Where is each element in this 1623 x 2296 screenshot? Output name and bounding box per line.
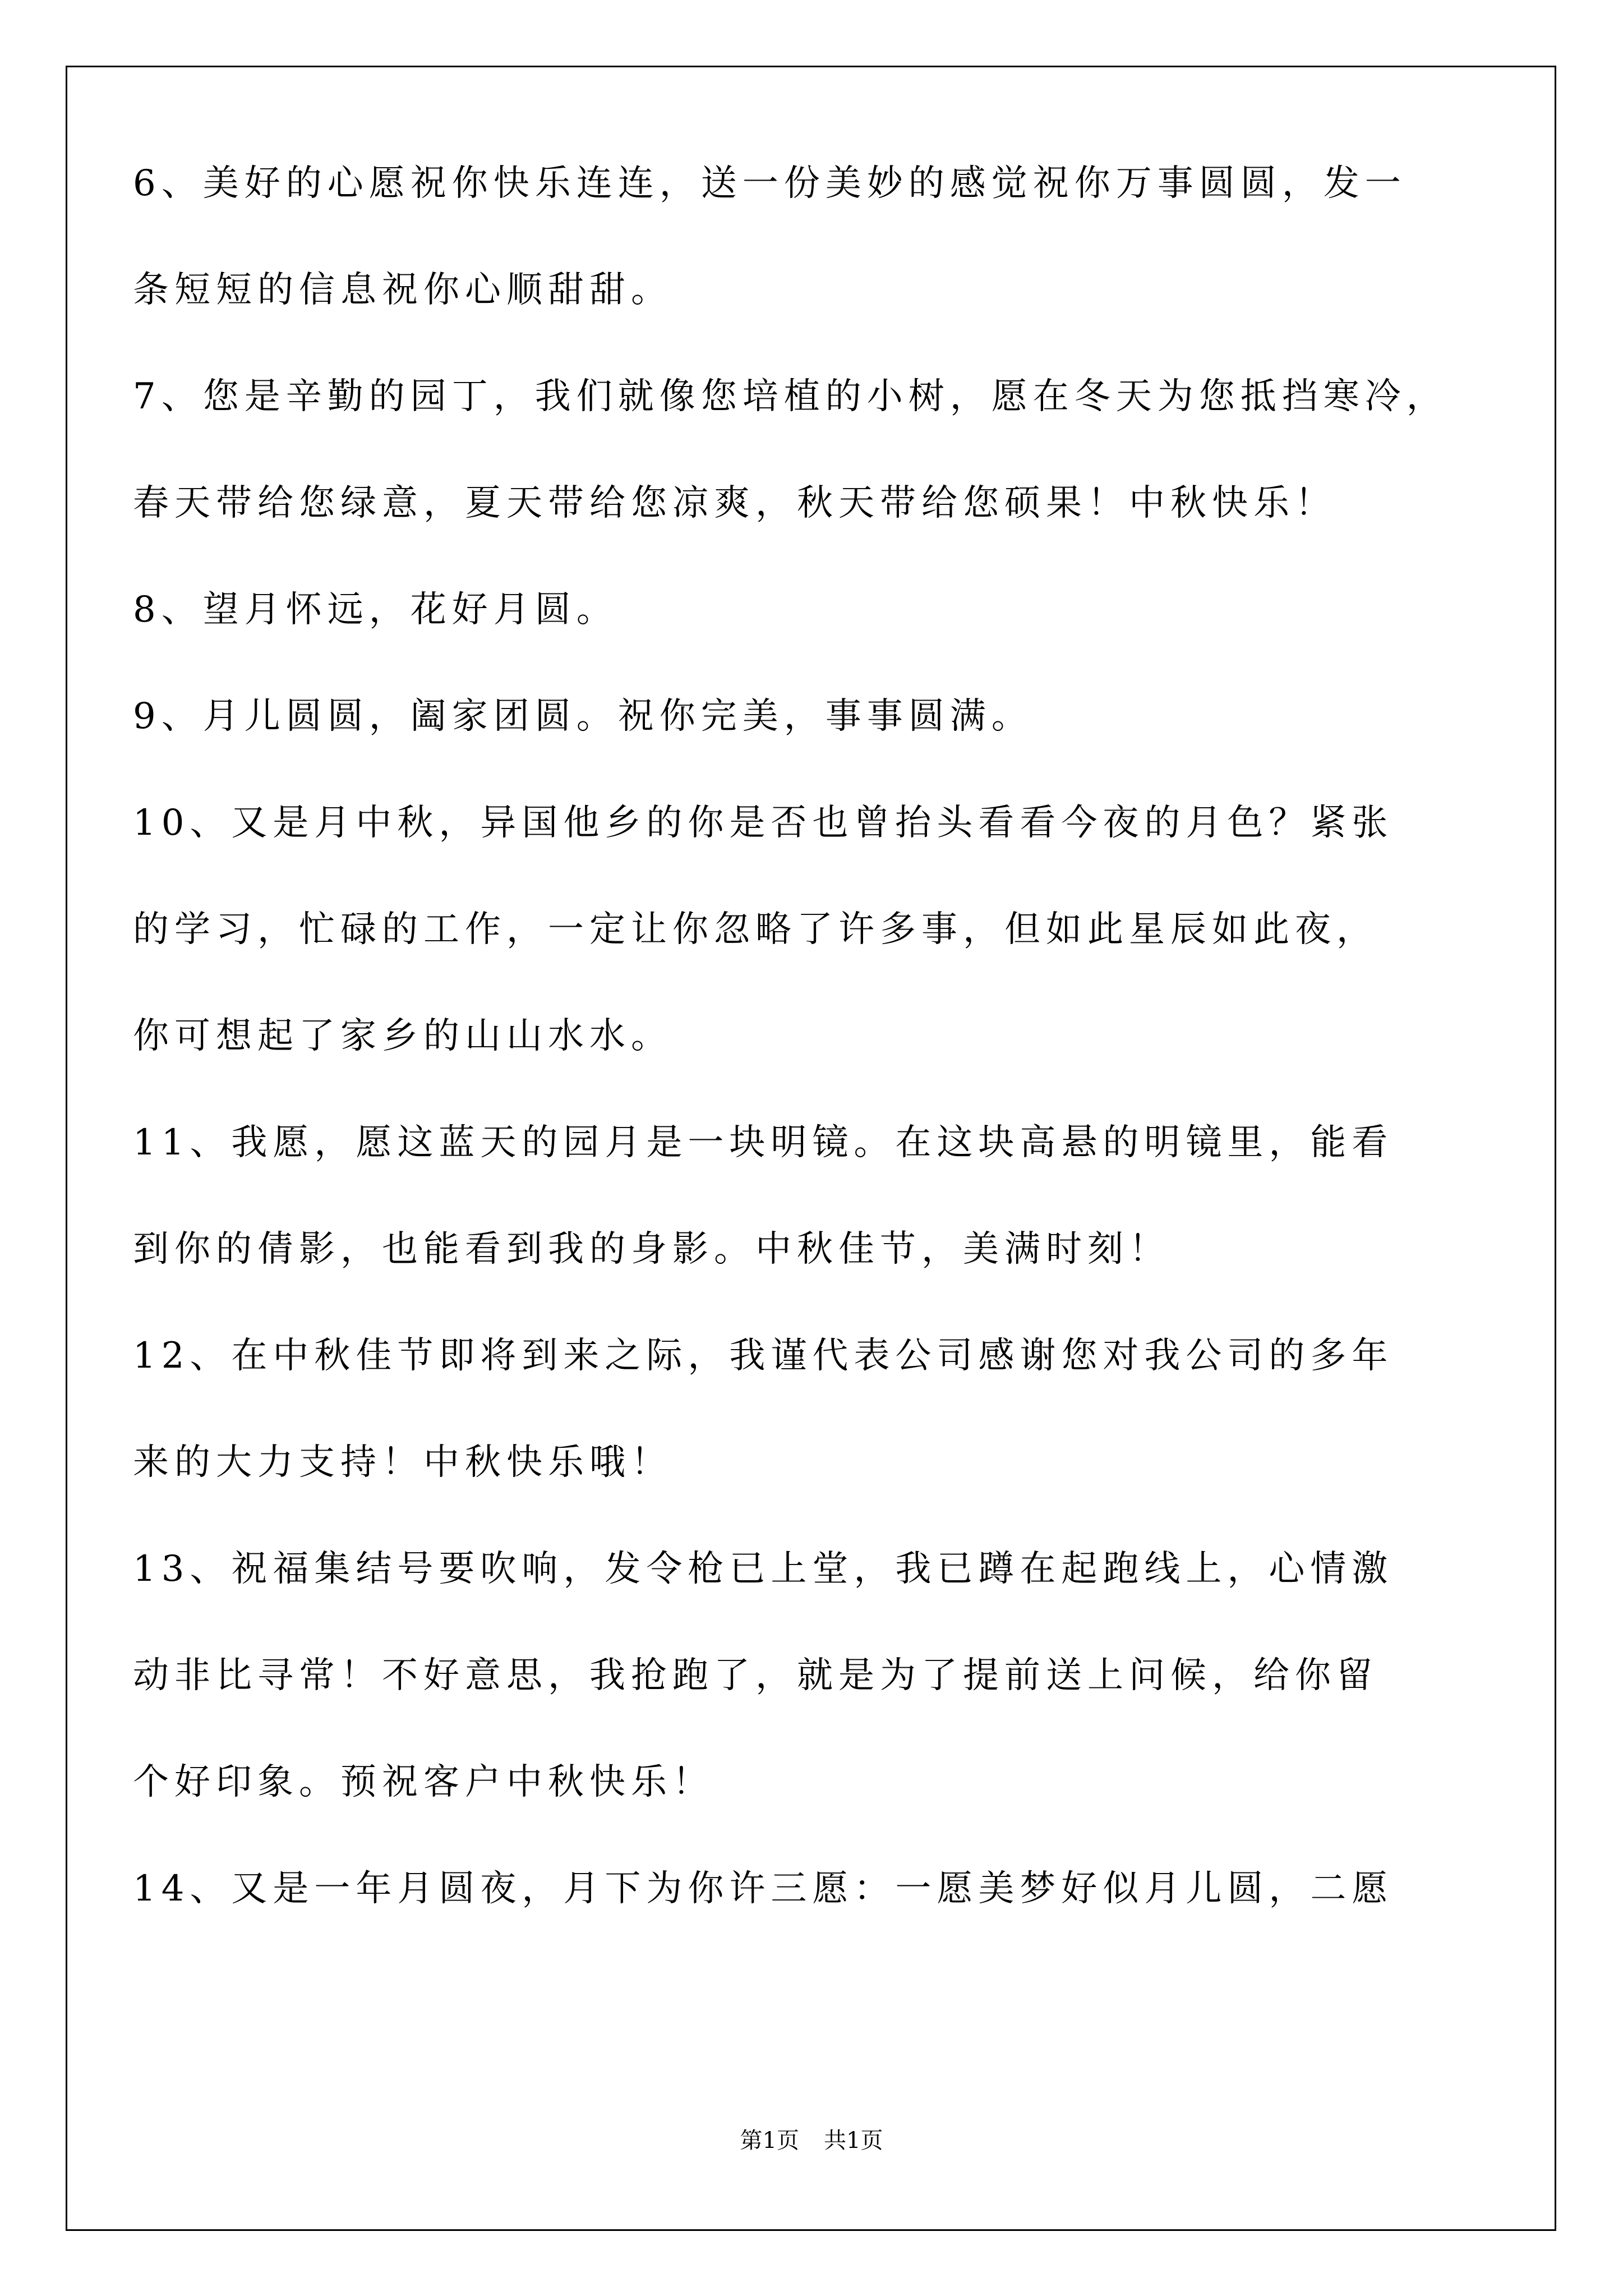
text-line: 14、又是一年月圆夜，月下为你许三愿：一愿美梦好似月儿圆，二愿 [133,1868,1394,1910]
text-line: 10、又是月中秋，异国他乡的你是否也曾抬头看看今夜的月色？紧张 [133,802,1394,844]
text-line: 9、月儿圆圆，阖家团圆。祝你完美，事事圆满。 [133,696,1033,737]
page-total: 共1页 [824,2128,883,2154]
text-line: 到你的倩影，也能看到我的身影。中秋佳节，美满时刻！ [133,1228,1170,1270]
text-line: 8、望月怀远，花好月圆。 [133,589,618,631]
text-line: 11、我愿，愿这蓝天的园月是一块明镜。在这块高悬的明镜里，能看 [133,1122,1394,1163]
text-line: 来的大力支持！中秋快乐哦！ [133,1442,672,1483]
text-line: 动非比寻常！不好意思，我抢跑了，就是为了提前送上问候，给你留 [133,1655,1378,1696]
text-line: 你可想起了家乡的山山水水。 [133,1015,672,1057]
text-line: 6、美好的心愿祝你快乐连连，送一份美妙的感觉祝你万事圆圆，发一 [133,163,1407,204]
document-body [133,130,1479,1942]
text-line: 7、您是辛勤的园丁，我们就像您培植的小树，愿在冬天为您抵挡寒冷， [133,376,1448,417]
page-footer [0,2125,1623,2156]
text-line: 个好印象。预祝客户中秋快乐！ [133,1761,714,1803]
text-line: 的学习，忙碌的工作，一定让你忽略了许多事，但如此星辰如此夜， [133,909,1378,950]
text-line: 春天带给您绿意，夏天带给您凉爽，秋天带给您硕果！中秋快乐！ [133,482,1336,524]
text-line: 12、在中秋佳节即将到来之际，我谨代表公司感谢您对我公司的多年 [133,1335,1394,1377]
text-line: 条短短的信息祝你心顺甜甜。 [133,269,672,311]
text-line: 13、祝福集结号要吹响，发令枪已上堂，我已蹲在起跑线上，心情激 [133,1548,1394,1590]
page-number: 第1页 [740,2128,799,2154]
